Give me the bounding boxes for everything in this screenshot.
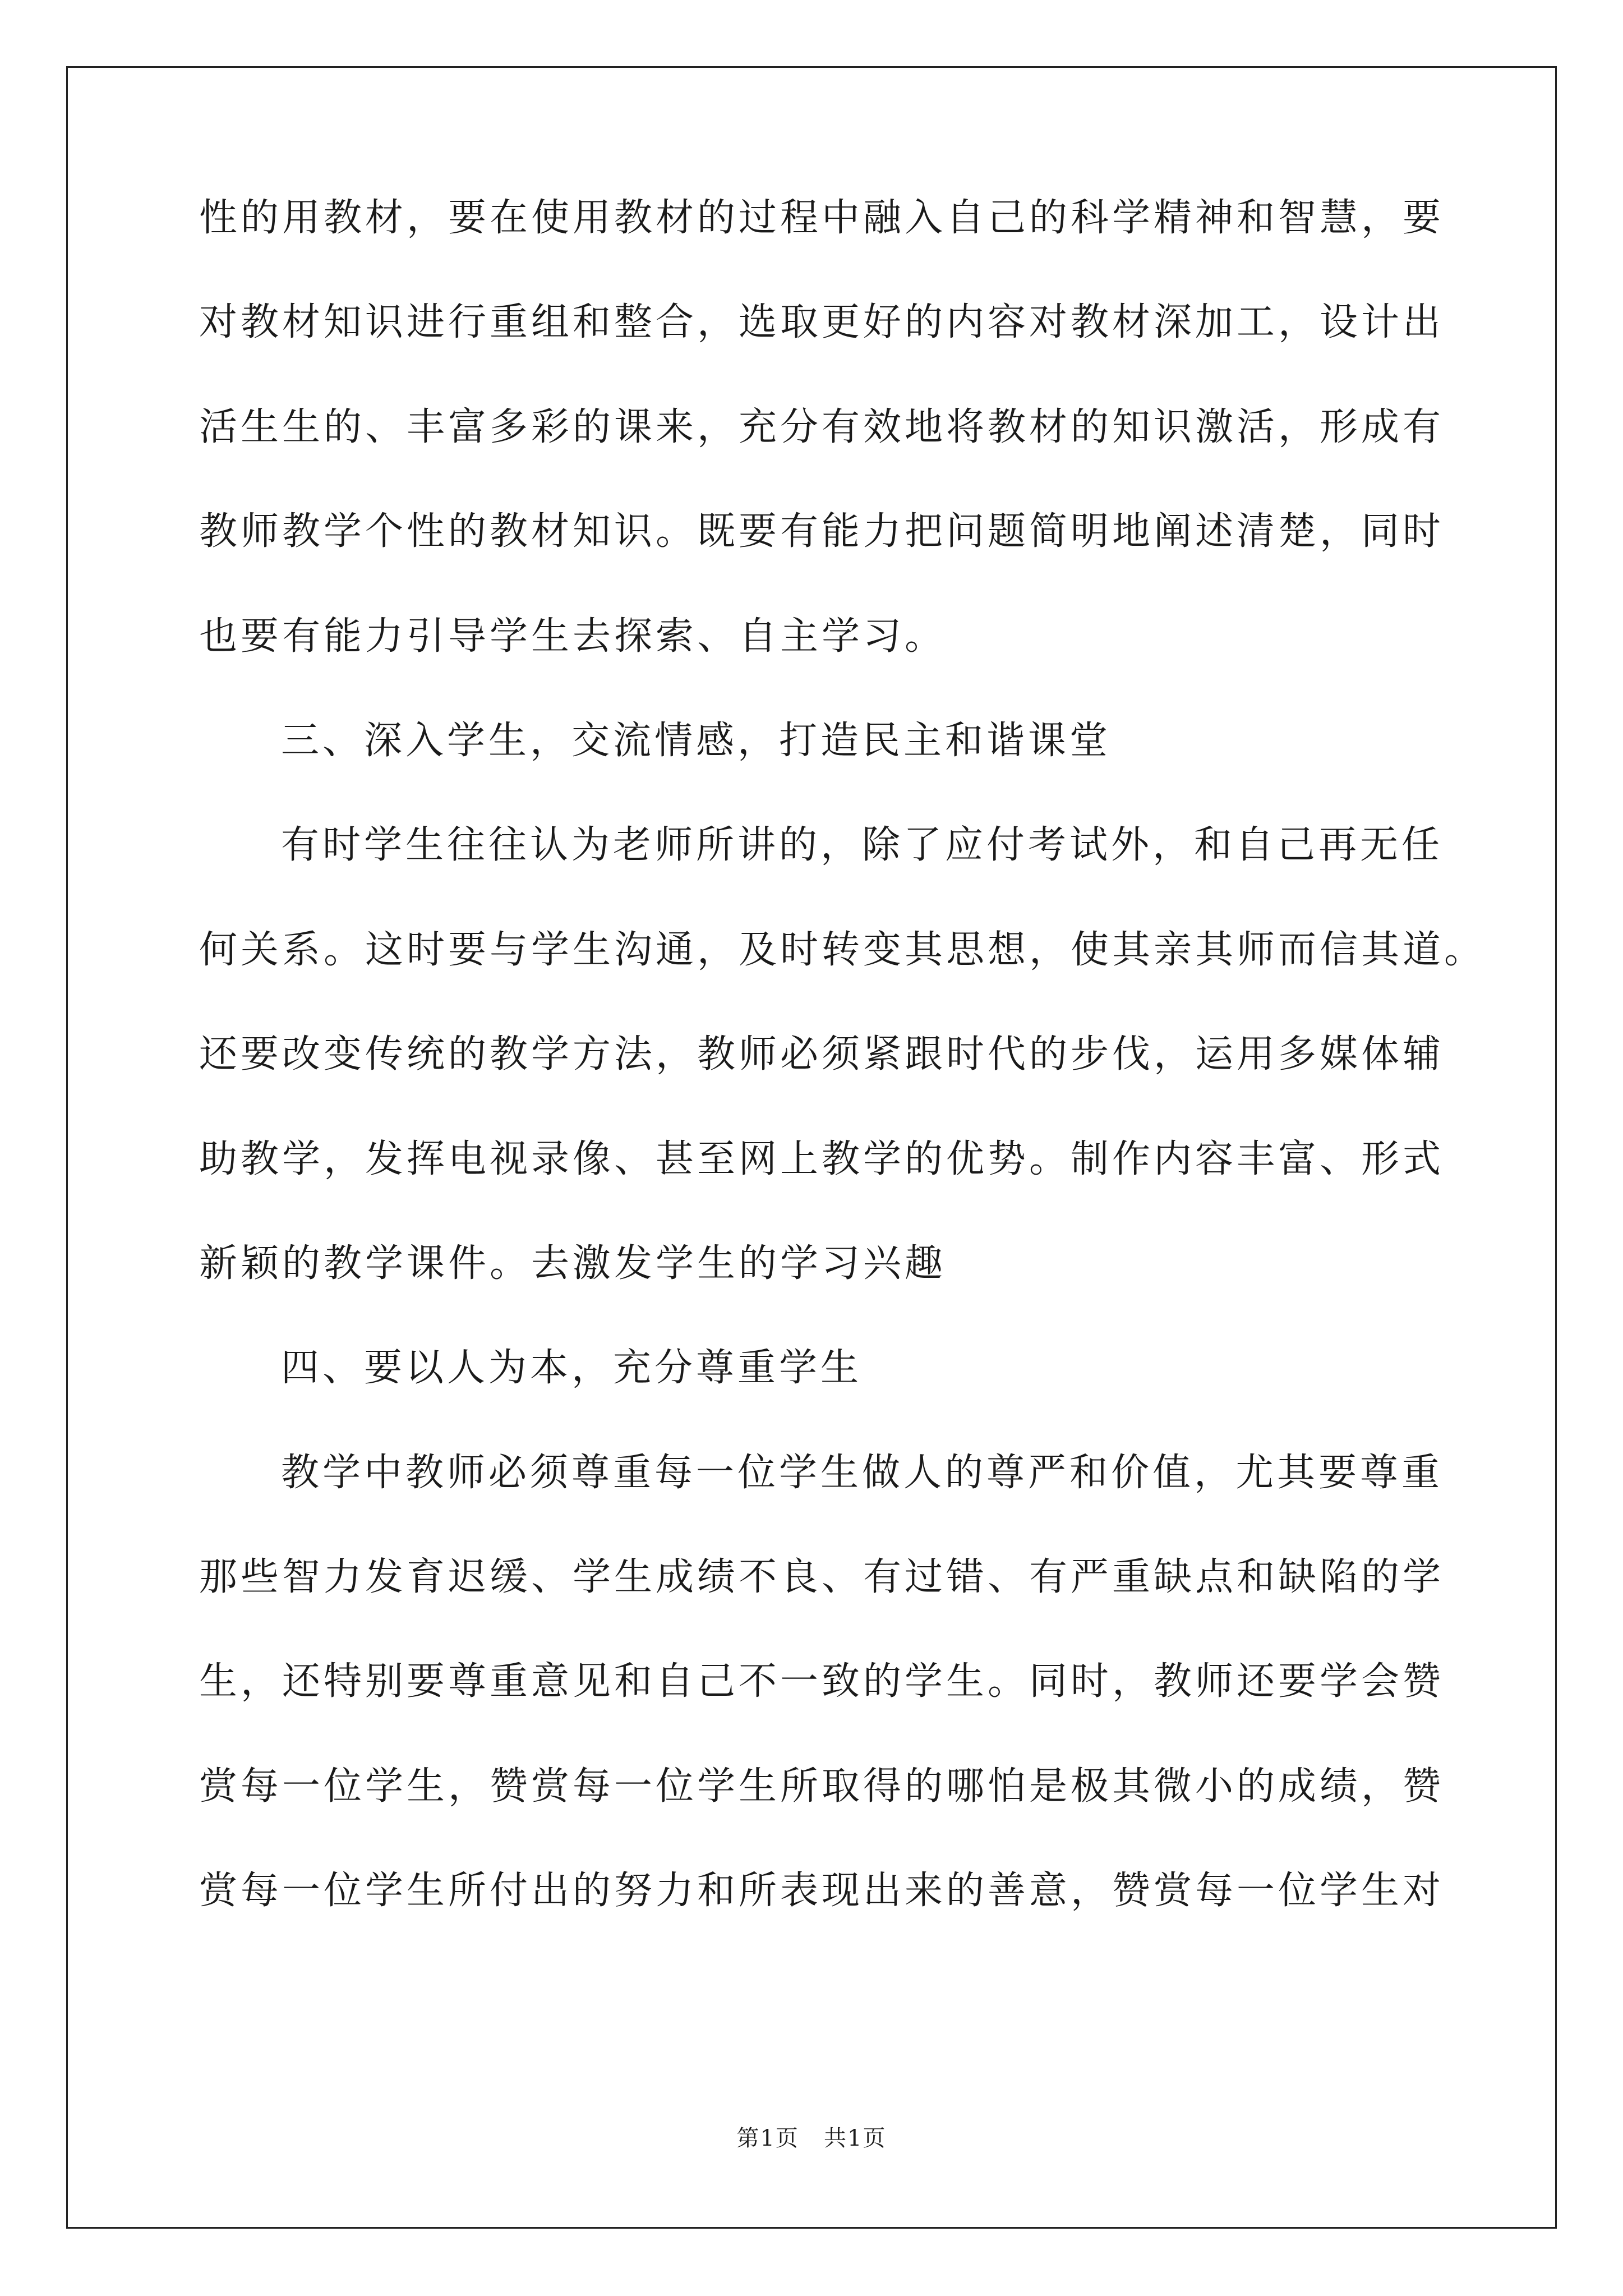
paragraph-line: 活生生的、丰富多彩的课来，充分有效地将教材的知识激活，形成有 xyxy=(199,404,1445,449)
paragraph-line: 何关系。这时要与学生沟通，及时转变其思想，使其亲其师而信其道。 xyxy=(199,927,1486,972)
paragraph-line: 也要有能力引导学生去探索、自主学习。 xyxy=(199,614,947,659)
paragraph-line: 性的用教材，要在使用教材的过程中融入自己的科学精神和智慧，要 xyxy=(199,196,1445,240)
page-footer: 第1页 共1页 xyxy=(736,2125,887,2151)
paragraph-line: 新颖的教学课件。去激发学生的学习兴趣 xyxy=(199,1241,947,1286)
section-heading: 三、深入学生，交流情感，打造民主和谐课堂 xyxy=(281,718,1112,763)
paragraph-line: 赏每一位学生，赞赏每一位学生所取得的哪怕是极其微小的成绩，赞 xyxy=(199,1764,1445,1809)
paragraph-line: 教学中教师必须尊重每一位学生做人的尊严和价值，尤其要尊重 xyxy=(281,1450,1444,1495)
section-heading: 四、要以人为本，充分尊重学生 xyxy=(281,1346,863,1391)
paragraph-line: 助教学，发挥电视录像、甚至网上教学的优势。制作内容丰富、形式 xyxy=(199,1137,1445,1181)
paragraph-line: 对教材知识进行重组和整合，选取更好的内容对教材深加工，设计出 xyxy=(199,300,1445,345)
paragraph-line: 赏每一位学生所付出的努力和所表现出来的善意，赞赏每一位学生对 xyxy=(199,1869,1445,1913)
document-body xyxy=(199,196,1486,1977)
paragraph-line: 生，还特别要尊重意见和自己不一致的学生。同时，教师还要学会赞 xyxy=(199,1659,1445,1704)
paragraph-line: 教师教学个性的教材知识。既要有能力把问题简明地阐述清楚，同时 xyxy=(199,509,1445,554)
paragraph-line: 还要改变传统的教学方法，教师必须紧跟时代的步伐，运用多媒体辅 xyxy=(199,1032,1445,1077)
paragraph-line: 有时学生往往认为老师所讲的，除了应付考试外，和自己再无任 xyxy=(281,823,1444,868)
paragraph-line: 那些智力发育迟缓、学生成绩不良、有过错、有严重缺点和缺陷的学 xyxy=(199,1555,1445,1600)
